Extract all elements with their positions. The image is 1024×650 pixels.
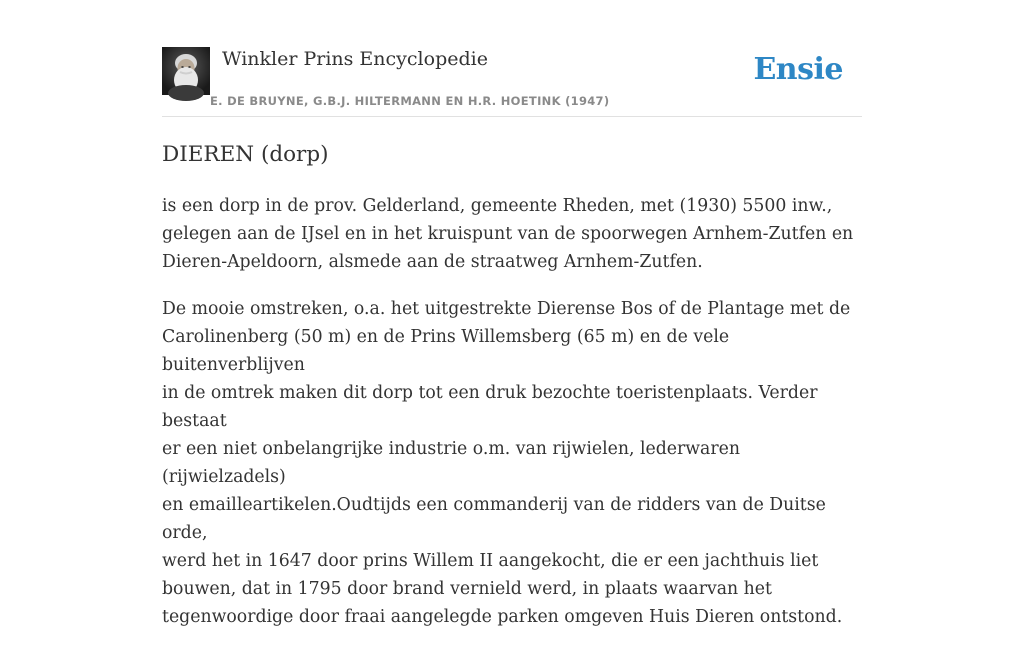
- page-title: DIEREN (dorp): [162, 142, 329, 167]
- paragraph-line: bouwen, dat in 1795 door brand vernield werd, in plaats waarvan het: [162, 579, 772, 599]
- paragraph-line: Carolinenberg (50 m) en de Prins Willemsberg (65 m) en de vele buitenverblijven: [162, 327, 730, 375]
- site-header: [162, 46, 862, 117]
- paragraph-line: De mooie omstreken, o.a. het uitgestrekte Dierense Bos of de Plantage met de: [162, 299, 851, 319]
- article-body: [162, 192, 862, 650]
- paragraph-line: is een dorp in de prov. Gelderland, gemeente Rheden, met (1930) 5500 inw.,: [162, 196, 833, 216]
- article-paragraph: [162, 295, 862, 631]
- portrait-avatar-icon[interactable]: [162, 47, 210, 95]
- brand-logo[interactable]: Ensie: [753, 52, 843, 87]
- site-title[interactable]: Winkler Prins Encyclopedie: [222, 48, 488, 70]
- paragraph-line: Dieren-Apeldoorn, alsmede aan de straatweg Arnhem-Zutfen.: [162, 252, 703, 272]
- article-paragraph: [162, 192, 862, 276]
- paragraph-line: er een niet onbelangrijke industrie o.m. van rijwielen, lederwaren (rijwielzadels): [162, 439, 740, 487]
- paragraph-line: werd het in 1647 door prins Willem II aangekocht, die er een jachthuis liet: [162, 551, 819, 571]
- paragraph-line: tegenwoordige door fraai aangelegde parken omgeven Huis Dieren ontstond.: [162, 607, 843, 627]
- paragraph-line: in de omtrek maken dit dorp tot een druk bezochte toeristenplaats. Verder bestaat: [162, 383, 818, 431]
- paragraph-line: en emailleartikelen.Oudtijds een commanderij van de ridders van de Duitse orde,: [162, 495, 826, 543]
- paragraph-line: gelegen aan de IJsel en in het kruispunt van de spoorwegen Arnhem-Zutfen en: [162, 224, 854, 244]
- authors-line: E. DE BRUYNE, G.B.J. HILTERMANN EN H.R. HOETINK (1947): [210, 94, 610, 108]
